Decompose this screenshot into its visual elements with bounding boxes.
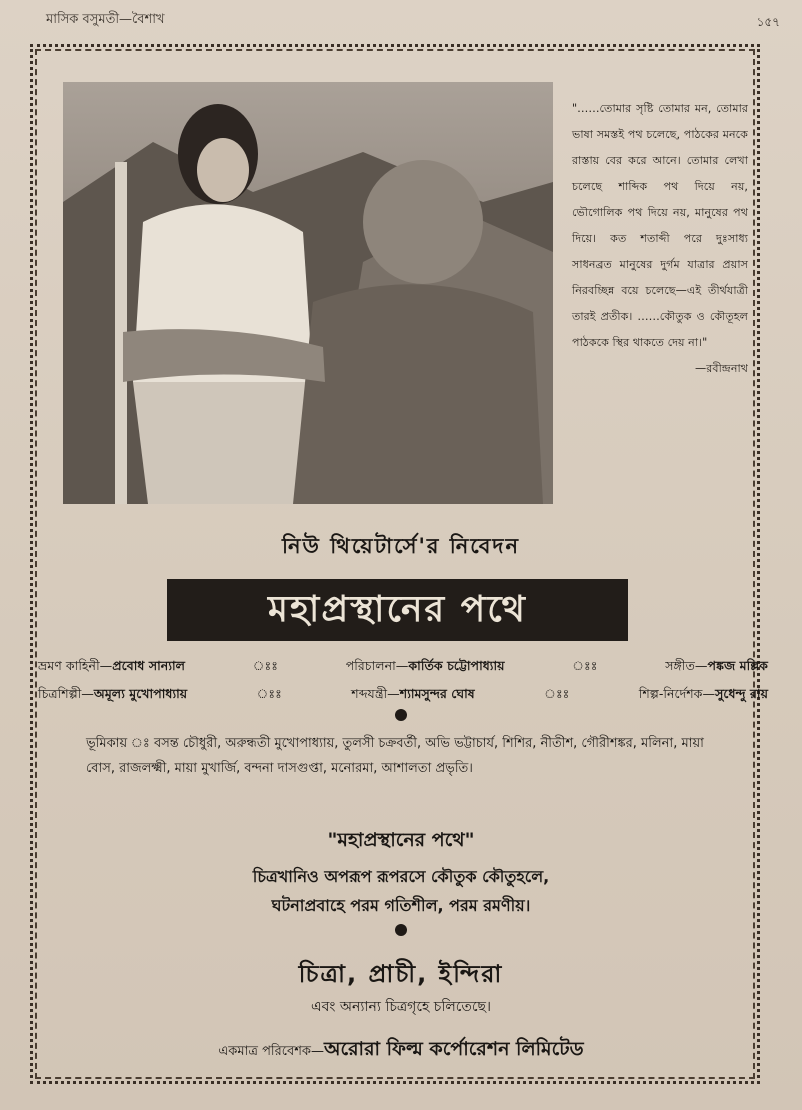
page-number: ১৫৭	[756, 15, 780, 29]
credit-separator: ঃঃ	[544, 686, 570, 701]
credits-row-1	[38, 658, 768, 678]
theatre-names: চিত্রা, প্রাচী, ইন্দিরা	[298, 960, 504, 988]
running-head: মাসিক বসুমতী—বৈশাখ	[46, 12, 165, 27]
credit-name: সুধেন্দু রায়	[715, 686, 768, 701]
tagore-quote	[572, 96, 748, 506]
credit-role: চিত্রশিল্পী—	[38, 686, 94, 701]
credit-name: পঙ্কজ মল্লিক	[707, 658, 768, 673]
presents-line: নিউ থিয়েটার্সে'র নিবেদন	[282, 534, 520, 558]
cast-list: ভূমিকায় ঃ বসন্ত চৌধুরী, অরুন্ধতী মুখোপাধ্যায়, তুলসী চক্রবর্তী, অভি ভট্টাচার্য, শিশির, নীতীশ, গৌরীশঙ্কর, মলিনা, মায়া বোস, রাজলক্ষ্মী, মায়া মুখার্জি, বন্দনা দাসগুপ্তা, মনোরমা, আশালতা প্রভৃতি।	[86, 736, 704, 776]
bullet-ornament	[395, 709, 407, 721]
distributor-label: একমাত্র পরিবেশক—	[218, 1044, 325, 1059]
bullet-ornament	[395, 924, 407, 936]
film-still-illustration	[63, 82, 553, 504]
credit-sound	[351, 686, 474, 706]
quote-attribution: —রবীন্দ্রনাথ	[695, 362, 748, 375]
praise-text	[0, 862, 802, 920]
credits-row-2	[38, 686, 768, 706]
credit-role: পরিচালনা—	[345, 658, 409, 673]
credit-separator: ঃঃ	[252, 658, 278, 673]
credit-cinematographer	[38, 686, 187, 706]
praise-line-1: চিত্রখানিও অপরূপ রূপরসে কৌতুক কৌতুহলে,	[252, 867, 550, 886]
credit-director	[346, 658, 505, 678]
credit-separator: ঃঃ	[256, 686, 282, 701]
credit-separator: ঃঃ	[572, 658, 598, 673]
credit-role: ভ্রমণ কাহিনী—	[38, 658, 113, 673]
credit-name: কার্তিক চট্টোপাধ্যায়	[408, 658, 505, 673]
distributor-name: অরোরা ফিল্ম কর্পোরেশন লিমিটেড	[324, 1038, 584, 1060]
praise-line-2: ঘটনাপ্রবাহে পরম গতিশীল, পরম রমণীয়।	[271, 896, 531, 915]
film-title-banner: মহাপ্রস্থানের পথে	[167, 579, 628, 641]
credit-name: অমূল্য মুখোপাধ্যায়	[93, 686, 188, 701]
credit-role: শব্দযন্ত্রী—	[351, 686, 400, 701]
film-still-photo	[63, 82, 553, 504]
credit-art-director	[639, 686, 768, 706]
credit-name: শ্যামসুন্দর ঘোষ	[399, 686, 475, 701]
other-halls-line: এবং অন্যান্য চিত্রগৃহে চলিতেছে।	[310, 999, 492, 1015]
credit-story	[38, 658, 185, 678]
credit-name: প্রবোধ সান্যাল	[112, 658, 186, 673]
credit-role: শিল্প-নির্দেশক—	[638, 686, 716, 701]
film-title-quoted: "মহাপ্রস্থানের পথে"	[327, 829, 475, 851]
credit-music	[665, 658, 768, 678]
quote-text: "……তোমার সৃষ্টি তোমার মন, তোমার ভাষা সমস্তই পথ চলেছে, পাঠকের মনকে রাস্তায় বের করে আনে। তোমার লেখা চলেছে শাব্দিক পথ দিয়ে নয়, ভৌগোলিক পথ দিয়ে নয়, মানুষের পথ দিয়ে। কত শতাব্দী পরে দুঃসাধ্য সাধনব্রত মানুষের দুর্গম যাত্রার প্রয়াস নিরবচ্ছিন্ন বয়ে চলেছে—এই তীর্থযাত্রী তারই প্রতীক। ……কৌতুক ও কৌতূহল পাঠককে স্থির থাকতে দেয় না।"	[572, 102, 748, 349]
credit-role: সঙ্গীত—	[665, 658, 708, 673]
distributor-line	[0, 1035, 802, 1067]
